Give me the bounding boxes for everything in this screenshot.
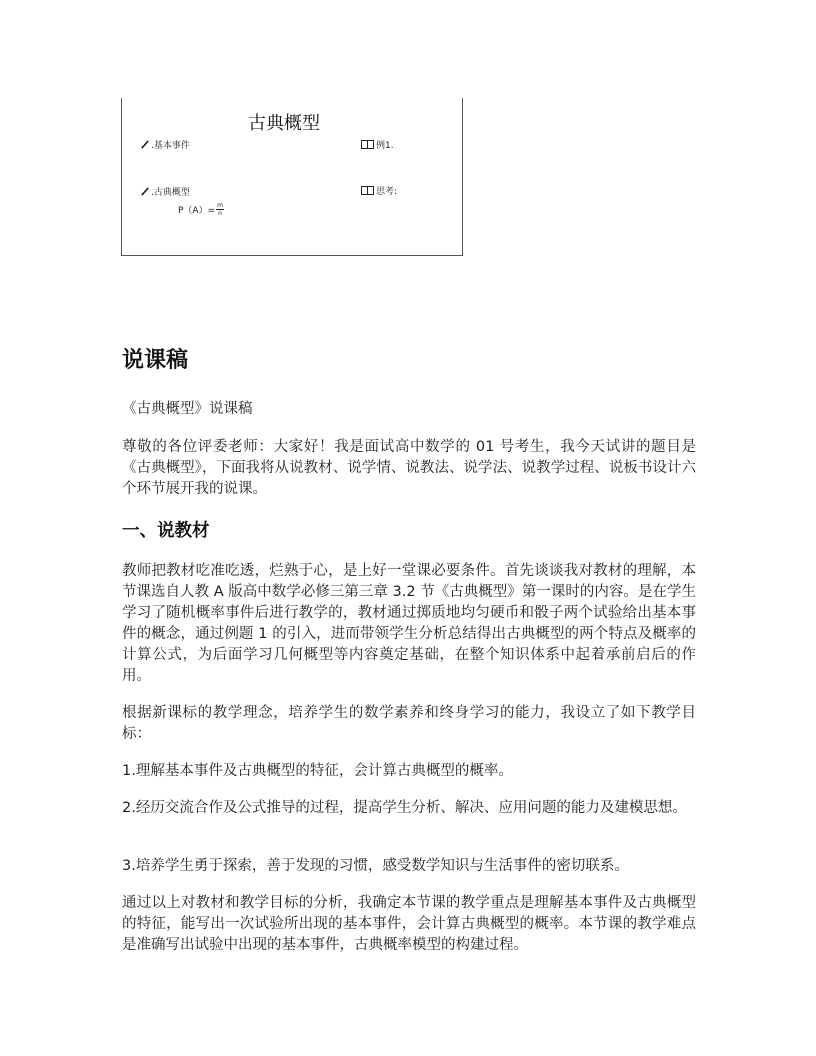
board-item-basic-event	[141, 138, 190, 151]
textbook-paragraph: 教师把教材吃准吃透，烂熟于心，是上好一堂课必要条件。首先谈谈我对教材的理解，本节课选自人教 A 版高中数学必修三第三章 3.2 节《古典概型》第一课时的内容。是在学生学习了随机概率事件后进行教学的，教材通过掷质地均匀硬币和骰子两个试验给出基本事件的概念，通过例题 1 的引入，进而带领学生分析总结得出古典概型的两个特点及概率的计算公式，为后面学习几何概型等内容奠定基础，在整个知识体系中起着承前启后的作用。	[122, 563, 696, 684]
board-item-think	[361, 184, 397, 197]
box-icon	[361, 186, 374, 195]
board-item-think-label: 思考:	[376, 187, 398, 197]
section-heading-textbook: 一、说教材	[122, 521, 210, 541]
document-subtitle: 《古典概型》说课稿	[122, 401, 253, 417]
board-title: 古典概型	[248, 113, 320, 134]
board-item-basic-event-label: .基本事件	[151, 141, 190, 151]
probability-formula	[178, 202, 224, 217]
blackboard-design-figure	[121, 98, 463, 256]
key-difficulty-paragraph: 通过以上对教材和教学目标的分析，我确定本节课的教学重点是理解基本事件及古典概型的特征，能写出一次试验所出现的基本事件，会计算古典概型的概率。本节课的教学难点是准确写出试验中出现的基本事件，古典概率模型的构建过程。	[122, 895, 696, 953]
formula-numerator: m	[217, 202, 223, 209]
formula-lhs: P（A）=	[178, 206, 216, 216]
pen-icon	[141, 140, 150, 149]
board-item-example-label: 例1.	[376, 141, 394, 151]
goal-item-3: 3.培养学生勇于探索，善于发现的习惯，感受数学知识与生活事件的密切联系。	[122, 858, 629, 874]
document-title: 说课稿	[122, 348, 189, 373]
goal-item-2: 2.经历交流合作及公式推导的过程，提高学生分析、解决、应用问题的能力及建模思想。	[122, 800, 687, 816]
formula-fraction	[216, 202, 224, 217]
pen-icon	[141, 187, 150, 196]
formula-denominator: n	[218, 210, 222, 217]
goals-intro-paragraph: 根据新课标的教学理念，培养学生的数学素养和终身学习的能力，我设立了如下教学目标：	[122, 705, 696, 742]
intro-paragraph: 尊敬的各位评委老师：大家好！我是面试高中数学的 01 号考生，我今天试讲的题目是《古典概型》，下面我将从说教材、说学情、说教法、说学法、说教学过程、说板书设计六个环节展开我的说课。	[122, 439, 696, 497]
goal-item-1: 1.理解基本事件及古典概型的特征，会计算古典概型的概率。	[122, 763, 513, 779]
board-item-classical	[141, 185, 190, 198]
box-icon	[361, 140, 374, 149]
board-item-classical-label: .古典概型	[151, 188, 190, 198]
board-item-example	[361, 138, 394, 151]
